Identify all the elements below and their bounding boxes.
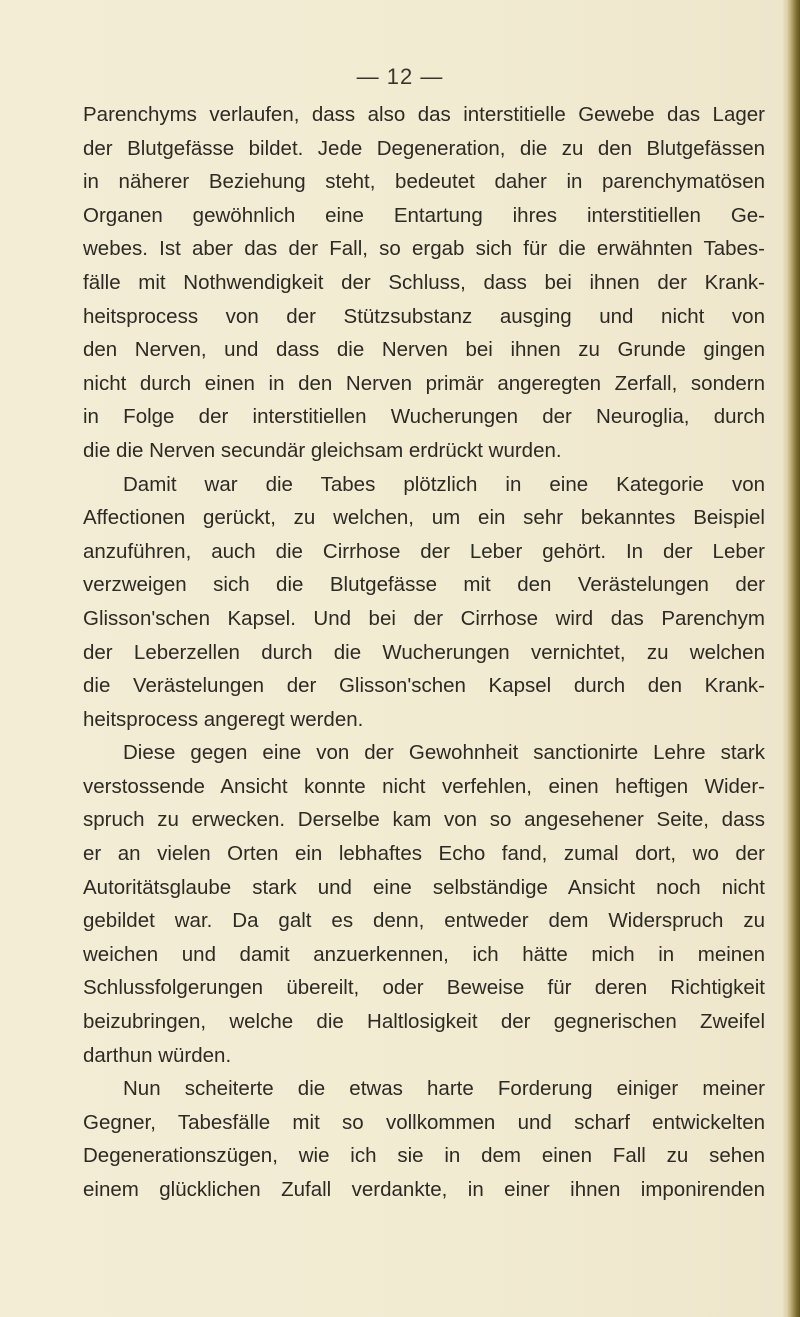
text-line: den Nerven, und dass die Nerven bei ihnen zu Grunde gingen — [83, 338, 765, 362]
text-line: Autoritätsglaube stark und eine selbständige Ansicht noch nicht — [83, 875, 765, 899]
text-line: Parenchyms verlaufen, dass also das interstitielle Gewebe das Lager — [83, 103, 765, 126]
body-text — [83, 98, 765, 1207]
text-line: heitsprocess angeregt werden. — [83, 707, 364, 731]
text-line: verzweigen sich die Blutgefässe mit den Verästelungen der — [83, 573, 765, 597]
text-line: darthun würden. — [83, 1043, 232, 1067]
text-line: fälle mit Nothwendigkeit der Schluss, dass bei ihnen der Krank- — [83, 270, 765, 294]
text-line: webes. Ist aber das der Fall, so ergab sich für die erwähnten Tabes- — [83, 237, 765, 261]
text-line: Nun scheiterte die etwas harte Forderung einiger meiner — [123, 1077, 765, 1101]
text-line: Organen gewöhnlich eine Entartung ihres interstitiellen Ge- — [83, 203, 765, 227]
text-line: der Blutgefässe bildet. Jede Degeneration, die zu den Blutgefässen — [83, 136, 765, 160]
text-line: Degenerationszügen, wie ich sie in dem einen Fall zu sehen — [83, 1144, 765, 1168]
text-line: weichen und damit anzuerkennen, ich hätte mich in meinen — [83, 942, 765, 966]
text-line: Damit war die Tabes plötzlich in eine Kategorie von — [123, 472, 765, 496]
text-line: heitsprocess von der Stützsubstanz ausging und nicht von — [83, 304, 765, 328]
page-number: — 12 — — [356, 64, 444, 89]
text-line: Affectionen gerückt, zu welchen, um ein sehr bekanntes Beispiel — [83, 506, 765, 530]
text-line: Gegner, Tabesfälle mit so vollkommen und scharf entwickelten — [83, 1110, 765, 1134]
page-header — [0, 64, 800, 90]
text-line: spruch zu erwecken. Derselbe kam von so angesehener Seite, dass — [83, 808, 765, 832]
text-line: die Verästelungen der Glisson'schen Kapsel durch den Krank- — [83, 674, 765, 698]
text-line: gebildet war. Da galt es denn, entweder dem Widerspruch zu — [83, 909, 765, 933]
text-line: Glisson'schen Kapsel. Und bei der Cirrhose wird das Parenchym — [83, 606, 765, 630]
page-edge — [786, 0, 800, 1317]
text-line: nicht durch einen in den Nerven primär angeregten Zerfall, sondern — [83, 371, 765, 395]
text-line: der Leberzellen durch die Wucherungen vernichtet, zu welchen — [83, 640, 765, 664]
text-line: die die Nerven secundär gleichsam erdrückt wurden. — [83, 438, 562, 462]
text-line: er an vielen Orten ein lebhaftes Echo fand, zumal dort, wo der — [83, 842, 765, 866]
text-line: verstossende Ansicht konnte nicht verfehlen, einen heftigen Wider- — [83, 774, 765, 798]
text-line: einem glücklichen Zufall verdankte, in einer ihnen imponirenden — [83, 1178, 765, 1201]
text-line: anzuführen, auch die Cirrhose der Leber gehört. In der Leber — [83, 539, 765, 563]
text-line: beizubringen, welche die Haltlosigkeit der gegnerischen Zweifel — [83, 1010, 765, 1034]
text-line: in näherer Beziehung steht, bedeutet daher in parenchymatösen — [83, 170, 765, 194]
text-line: in Folge der interstitiellen Wucherungen der Neuroglia, durch — [83, 405, 765, 429]
text-line: Diese gegen eine von der Gewohnheit sanctionirte Lehre stark — [123, 741, 765, 765]
text-line: Schlussfolgerungen übereilt, oder Beweise für deren Richtigkeit — [83, 976, 765, 1000]
